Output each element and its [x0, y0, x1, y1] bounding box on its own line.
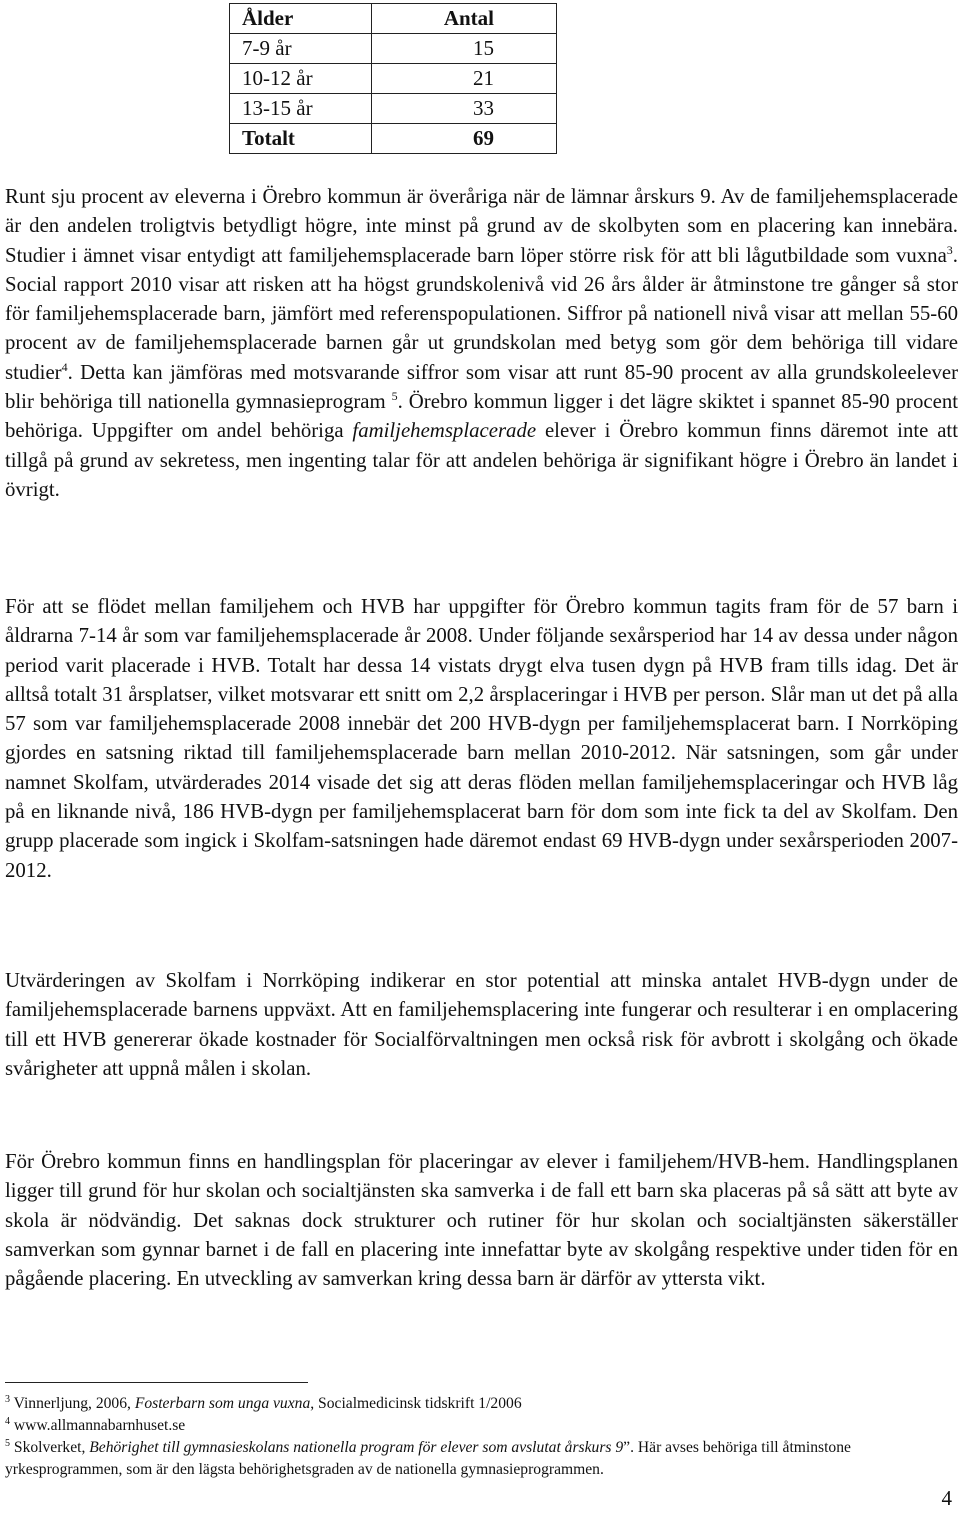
count-cell: 15 — [371, 34, 556, 64]
total-label: Totalt — [230, 124, 372, 154]
footnote-link-text: www.allmannabarnhuset.se — [10, 1417, 186, 1434]
count-cell: 21 — [371, 64, 556, 94]
footnote-text: Vinnerljung, 2006, — [10, 1395, 135, 1412]
footnote-3 — [5, 1393, 955, 1415]
total-value: 69 — [371, 124, 556, 154]
footnote-ref: 5 — [391, 389, 398, 404]
paragraph-3: Utvärderingen av Skolfam i Norrköping indikerar en stor potential att minska antalet HVB-dygn under de familjehemsplacerade barnens uppväxt. Att en familjehemsplacering inte fungerar och resulterar i en omplacering till ett HVB genererar ökade kostnader för Socialförvaltningen men också risk för avbrott i skolgång och ökade svårigheter att uppnå målen i skolan. — [5, 969, 958, 1080]
paragraph-text: . Social rapport 2010 visar att risken att ha högst grundskolenivå vid 26 års ålder är åtminstone tre gånger så stor för familjehemsplacerade barn, jämfört med referenspopulationen. Siffror på nationell nivå visar att mellan 55-60 procent av de familjehemsplacerade barnen går ut grundskolan med betyg som gör dem behöriga till vidare studier — [5, 243, 958, 384]
footnotes — [5, 1393, 955, 1481]
page-number: 4 — [941, 1486, 952, 1510]
footnote-4 — [5, 1415, 955, 1437]
footnote-number: 4 — [5, 1415, 10, 1427]
paragraph-text: . Detta kan jämföras med motsvarande siffror som visar att runt 85-90 procent av alla grundskoleelever blir behöriga till nationella gymnasieprogram — [5, 360, 958, 414]
footnote-title: Behörighet till gymnasieskolans nationella program för elever som avslutat årskurs 9 — [89, 1439, 624, 1456]
age-cell: 13-15 år — [230, 94, 372, 124]
age-cell: 7-9 år — [230, 34, 372, 64]
paragraph-2: För att se flödet mellan familjehem och HVB har uppgifter för Örebro kommun tagits fram för de 57 barn i åldrarna 7-14 år som var familjehemsplacerade år 2008. Under följande sexårsperiod har 14 av dessa under någon period varit placerade i HVB. Totalt har dessa 14 vistats drygt elva tusen dygn på HVB fram tills idag. Det är alltså totalt 31 årsplatser, vilket motsvarar ett snitt om 2,2 årsplaceringar i HVB per person. Slår man ut det på alla 57 som var familjehemsplacerade 2008 innebär det 200 HVB-dygn per familjehemsplacerat barn. I Norrköping gjordes en satsning riktad till familjehemsplacerade barn mellan 2010-2012. När satsningen, som går under namnet Skolfam, utvärderades 2014 visade det sig att deras flöden mellan familjehemsplaceringar och HVB låg på en liknande nivå, 186 HVB-dygn per familjehemsplacerat barn för dom som inte fick ta del av Skolfam. Den grupp placerade som ingick i Skolfam-satsningen hade däremot endast 69 HVB-dygn under sexårsperioden 2007-2012. — [5, 595, 958, 882]
paragraph-text: elever i Örebro kommun finns däremot inte att tillgå på grund av sekretess, men ingenting talar för att andelen behöriga är signifikant högre i Örebro än landet i övrigt. — [5, 419, 958, 501]
footnote-text: ”. Här avses behöriga till åtminstone yrkesprogrammen, som är den lägsta behörighetsgraden av de nationella gymnasieprogrammen. — [5, 1439, 851, 1478]
footnote-text: , Socialmedicinsk tidskrift 1/2006 — [310, 1395, 522, 1412]
emphasized-term: familjehemsplacerade — [352, 419, 537, 443]
footnote-number: 3 — [5, 1393, 10, 1405]
header-count: Antal — [371, 4, 556, 34]
footnote-title: Fosterbarn som unga vuxna — [134, 1395, 311, 1412]
footnote-separator — [5, 1382, 308, 1383]
footnote-ref: 3 — [946, 242, 953, 257]
paragraph-1 — [5, 182, 958, 504]
paragraph-text: . Örebro kommun ligger i det lägre skiktet i spannet 85-90 procent behöriga. Uppgifter om andel behöriga — [5, 390, 958, 443]
table-row — [230, 94, 557, 124]
paragraph-4: För Örebro kommun finns en handlingsplan för placeringar av elever i familjehem/HVB-hem. Handlingsplanen ligger till grund för hur skolan och socialtjänsten ska samverka i de fall ett barn ska placeras på så sätt att byte av skola är nödvändig. Det saknas dock strukturer och rutiner för hur skolan och socialtjänsten säkerställer samverkan som gynnar barnet i de fall en placering inte innefattar byte av skolgång respektive under tiden för en pågående placering. En utveckling av samverkan kring dessa barn är därför av yttersta vikt. — [5, 1150, 958, 1291]
age-cell: 10-12 år — [230, 64, 372, 94]
table-header-row — [230, 4, 557, 34]
footnote-text: Skolverket, — [10, 1439, 90, 1456]
table-total-row — [230, 124, 557, 154]
footnote-ref: 4 — [61, 359, 68, 374]
header-age: Ålder — [230, 4, 372, 34]
footnote-5 — [5, 1437, 955, 1481]
count-cell: 33 — [371, 94, 556, 124]
table-row — [230, 34, 557, 64]
paragraph-text: Runt sju procent av eleverna i Örebro kommun är överåriga när de lämnar årskurs 9. Av de familjehemsplacerade är den andelen troligtvis betydligt högre, inte minst på grund av de skolbyten som en placering kan innebära. Studier i ämnet visar entydigt att familjehemsplacerade barn löper större risk för att bli lågutbildade som vuxna — [5, 185, 958, 267]
footnote-number: 5 — [5, 1437, 10, 1449]
table-row — [230, 64, 557, 94]
age-count-table — [229, 3, 557, 154]
